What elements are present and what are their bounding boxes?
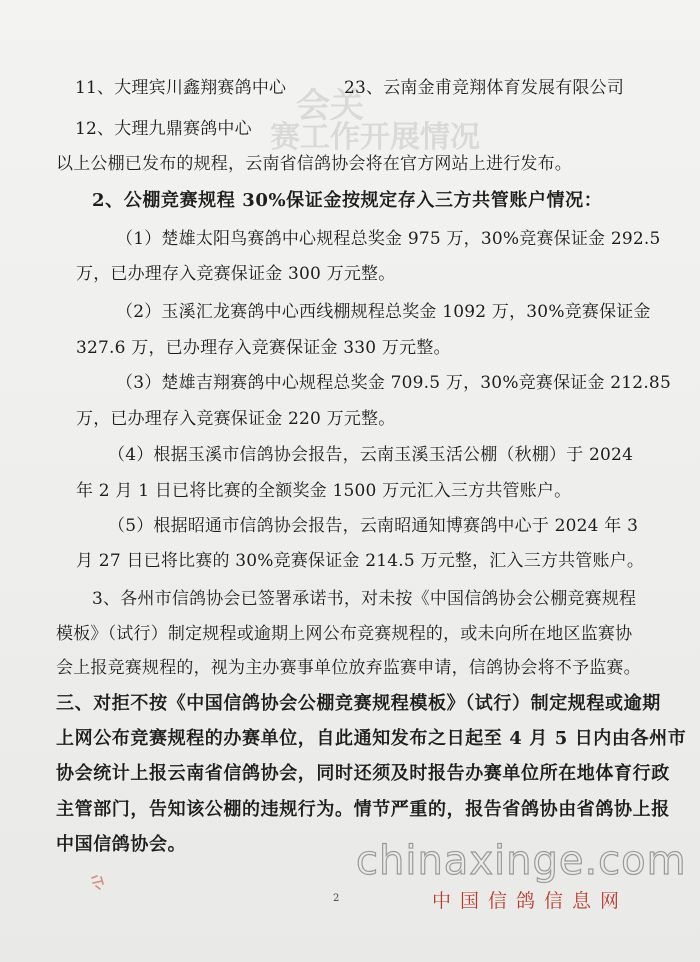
paragraph-line: 模板》（试行）制定规程或逾期上网公布竞赛规程的，或未向所在地区监赛协 [56,624,633,644]
watermark-site-name: 中国信鸽信息网 [432,890,629,912]
list-item: 12、大理九鼎赛鸽中心 [75,119,252,139]
paragraph-line: 年 2 月 1 日已将比赛的全额奖金 1500 万元汇入三方共管账户。 [76,481,572,501]
paragraph-line: 以上公棚已发布的规程，云南省信鸽协会将在官方网站上进行发布。 [56,154,572,174]
paragraph-line: （2）玉溪汇龙赛鸽中心西线棚规程总奖金 1092 万，30%竞赛保证金 [116,302,651,322]
ink-mark-icon [88,872,108,892]
bold-paragraph-line: 协会统计上报云南省信鸽协会，同时还须及时报告办赛单位所在地体育行政 [56,763,670,784]
paragraph-line: （3）楚雄吉翔赛鸽中心规程总奖金 709.5 万，30%竞赛保证金 212.85 [116,373,671,393]
list-item: 11、大理宾川鑫翔赛鸽中心 [75,78,287,98]
paragraph-line: 月 27 日已将比赛的 30%竞赛保证金 214.5 万元整，汇入三方共管账户。 [76,551,645,571]
watermark-site-url: chinaxinge.com [356,838,687,884]
paragraph-line: （1）楚雄太阳鸟赛鸽中心规程总奖金 975 万，30%竞赛保证金 292.5 [116,229,661,249]
paragraph-line: 万，已办理存入竞赛保证金 300 万元整。 [76,264,396,284]
bleed-through-text: 会关 [296,86,364,126]
paragraph-line: 3、各州市信鸽协会已签署承诺书，对未按《中国信鸽协会公棚竞赛规程 [92,589,637,609]
bold-paragraph-line: 中国信鸽协会。 [56,834,187,855]
bleed-through-text: 赛工作开展情况 [270,120,480,155]
section-heading: 2、公棚竞赛规程 30%保证金按规定存入三方共管账户情况： [92,190,603,211]
paragraph-line: 327.6 万，已办理存入竞赛保证金 330 万元整。 [76,338,451,358]
list-item: 23、云南金甫竞翔体育发展有限公司 [344,78,625,98]
section-heading: 三、对拒不按《中国信鸽协会公棚竞赛规程模板》（试行）制定规程或逾期 [56,693,661,714]
bold-paragraph-line: 上网公布竞赛规程的办赛单位，自此通知发布之日起至 4 月 5 日内由各州市 [56,728,687,749]
paragraph-line: 万，已办理存入竞赛保证金 220 万元整。 [76,409,396,429]
paragraph-line: （5）根据昭通市信鸽协会报告，云南昭通知博赛鸽中心于 2024 年 3 [108,516,639,536]
paragraph-line: 会上报竞赛规程的，视为主办赛事单位放弃监赛申请，信鸽协会将不予监赛。 [56,658,641,678]
page-number: 2 [333,893,340,904]
bold-paragraph-line: 主管部门，告知该公棚的违规行为。情节严重的，报告省鸽协由省鸽协上报 [56,799,670,820]
paragraph-line: （4）根据玉溪市信鸽协会报告，云南玉溪玉活公棚（秋棚）于 2024 [108,445,634,465]
